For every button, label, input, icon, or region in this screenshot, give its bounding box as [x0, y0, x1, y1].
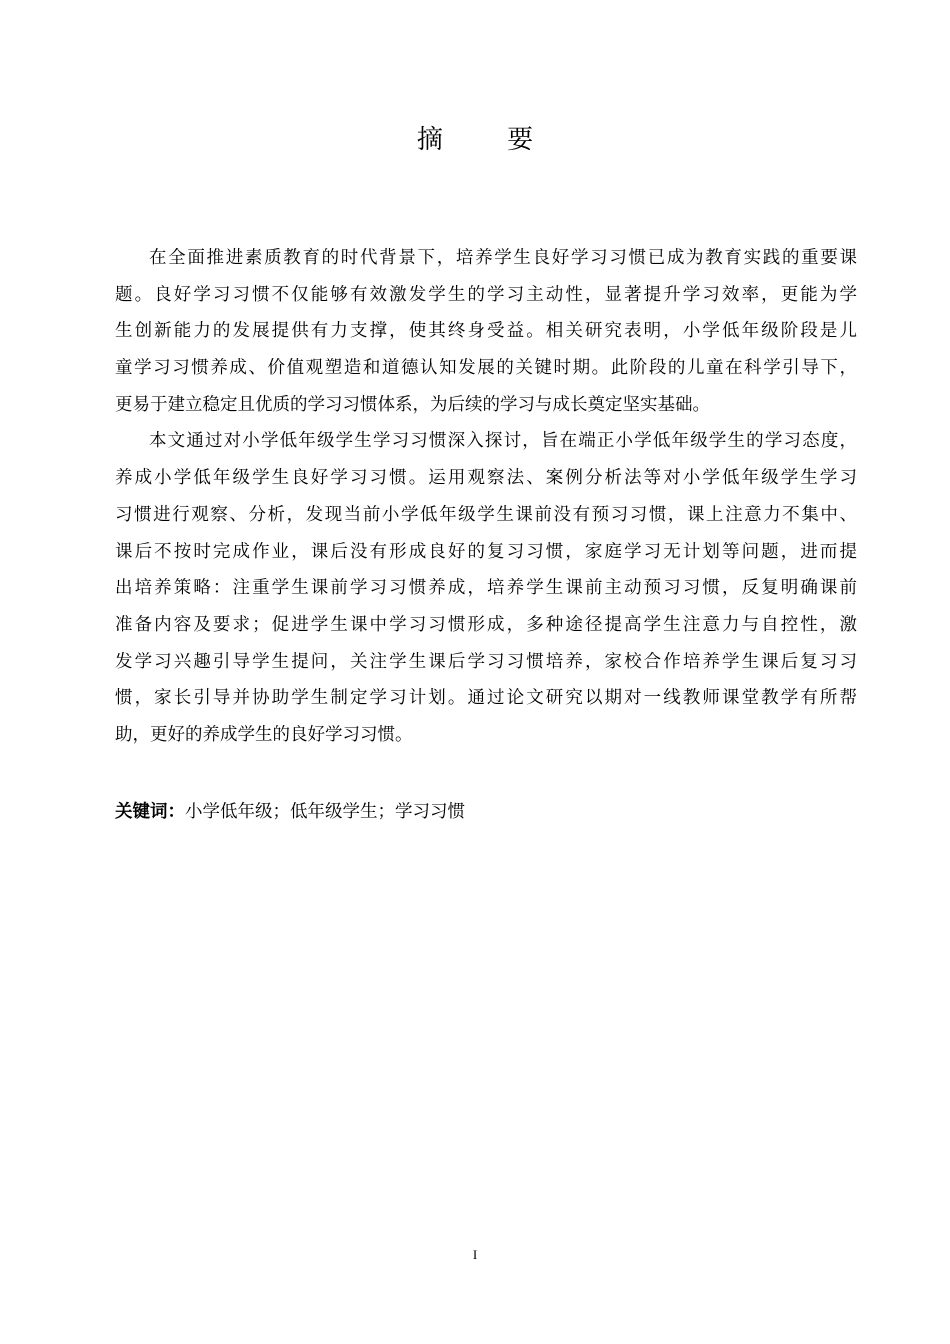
paragraph-2-line-8: 惯，家长引导并协助学生制定学习计划。通过论文研究以期对一线教师课堂教学有所帮 [115, 688, 857, 709]
abstract-body [115, 240, 857, 754]
paragraph-2-line-2: 养成小学低年级学生良好学习习惯。运用观察法、案例分析法等对小学低年级学生学习 [115, 468, 857, 489]
paragraph-1-line-1: 在全面推进素质教育的时代背景下，培养学生良好学习习惯已成为教育实践的重要课 [149, 248, 857, 268]
keywords-line [115, 798, 465, 826]
paragraph-2-line-1: 本文通过对小学低年级学生学习习惯深入探讨，旨在端正小学低年级学生的学习态度， [149, 431, 857, 452]
paragraph-2-line-3: 习惯进行观察、分析，发现当前小学低年级学生课前没有预习习惯，课上注意力不集中、 [115, 504, 857, 525]
paragraph-1-line-4: 童学习习惯养成、价值观塑造和道德认知发展的关键时期。此阶段的儿童在科学引导下， [115, 358, 857, 379]
paragraph-2-line-9: 助，更好的养成学生的良好学习习惯。 [115, 724, 413, 745]
paragraph-1-line-2: 题。良好学习习惯不仅能够有效激发学生的学习主动性，显著提升学习效率，更能为学 [115, 284, 857, 305]
paragraph-2-line-4: 课后不按时完成作业，课后没有形成良好的复习习惯，家庭学习无计划等问题，进而提 [115, 541, 857, 562]
keywords-label: 关键词： [115, 802, 185, 822]
keywords-text: 小学低年级；低年级学生；学习习惯 [185, 802, 465, 822]
paragraph-2-line-5: 出培养策略：注重学生课前学习习惯养成，培养学生课前主动预习习惯，反复明确课前 [115, 578, 857, 599]
paragraph-2-line-7: 发学习兴趣引导学生提问，关注学生课后学习习惯培养，家校合作培养学生课后复习习 [115, 651, 857, 672]
page-title: 摘 要 [416, 125, 562, 155]
page-number: I [472, 1247, 478, 1262]
paragraph-1-line-3: 生创新能力的发展提供有力支撑，使其终身受益。相关研究表明，小学低年级阶段是儿 [115, 321, 857, 342]
paragraph-2-line-6: 准备内容及要求；促进学生课中学习习惯形成，多种途径提高学生注意力与自控性，激 [115, 614, 857, 635]
paragraph-1-line-5: 更易于建立稳定且优质的学习习惯体系，为后续的学习与成长奠定坚实基础。 [115, 394, 710, 415]
